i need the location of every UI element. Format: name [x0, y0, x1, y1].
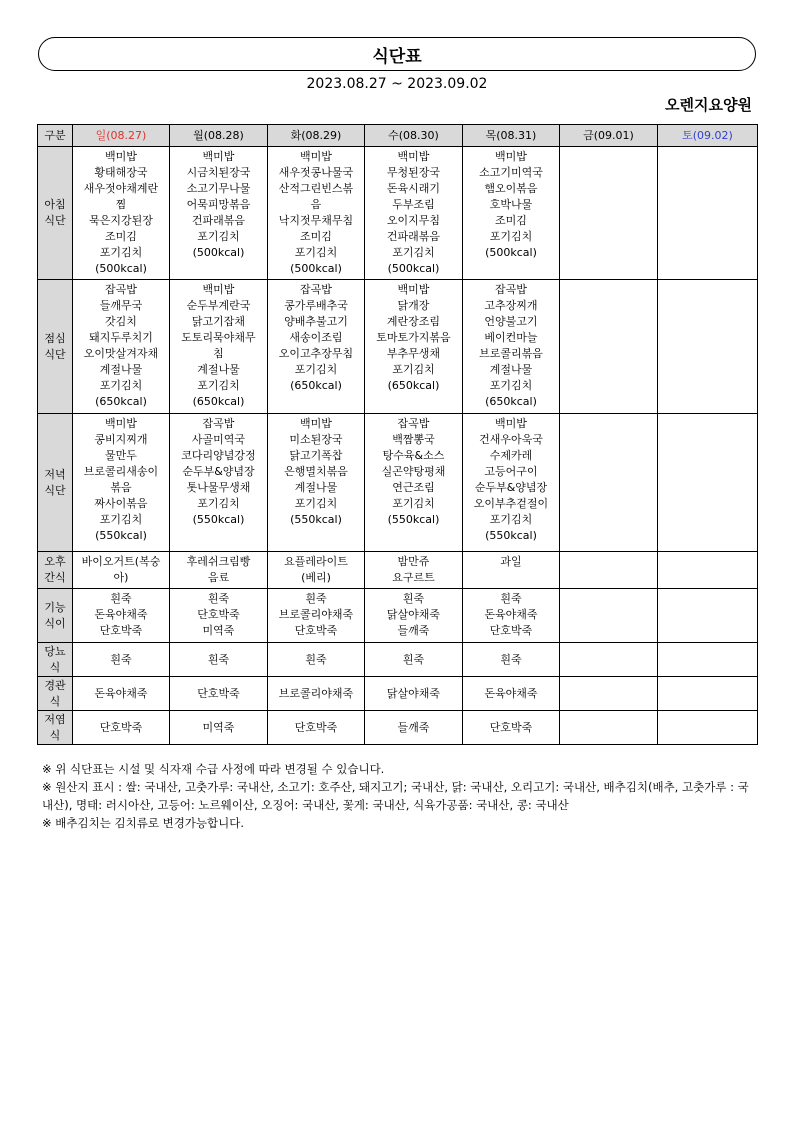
- menu-item: 베이컨마늘: [484, 331, 538, 344]
- meal-label: [38, 414, 73, 552]
- menu-item: 흰죽: [500, 592, 522, 605]
- meal-label-line: 식: [49, 694, 61, 708]
- menu-item: 브로콜리새송이: [83, 465, 159, 478]
- menu-item: 포기김치: [99, 513, 143, 526]
- menu-item: 단호박죽: [489, 624, 533, 637]
- menu-item: 포기김치: [197, 379, 240, 392]
- menu-item: 소고기무나물: [186, 182, 251, 195]
- date-range: 2023.08.27 ~ 2023.09.02: [306, 76, 488, 92]
- menu-item: 포기김치: [294, 497, 338, 510]
- meal-label: [38, 589, 73, 643]
- menu-item: 백짬뽕국: [392, 433, 435, 446]
- menu-item: 바이오거트(복숭: [81, 555, 161, 568]
- menu-item: 닭살야채죽: [386, 608, 441, 621]
- menu-item: 돈육야채죽: [94, 608, 148, 621]
- menu-item: 음: [310, 198, 322, 211]
- menu-item: 언양불고기: [484, 315, 538, 328]
- menu-cell: [365, 147, 463, 280]
- menu-cell: [170, 552, 268, 589]
- menu-item: 호박나물: [489, 198, 533, 211]
- menu-cell: [560, 643, 658, 677]
- menu-item: 포기김치: [197, 497, 240, 510]
- meal-label: [38, 711, 73, 745]
- menu-item: 계절나물: [489, 363, 533, 376]
- menu-item: 백미밥: [300, 150, 332, 163]
- day-header: 수(08.30): [365, 125, 463, 147]
- meal-row: [38, 677, 758, 711]
- menu-cell: [170, 643, 268, 677]
- menu-item: (650kcal): [290, 379, 342, 392]
- menu-item: 흰죽: [110, 652, 132, 666]
- menu-item: 찜: [115, 198, 127, 211]
- menu-item: 포기김치: [99, 379, 143, 392]
- menu-cell: [365, 677, 463, 711]
- meal-label-line: 경관: [44, 678, 66, 692]
- menu-cell: [658, 280, 758, 414]
- menu-item: 실곤약탕평채: [381, 465, 446, 478]
- menu-item: 백미밥: [495, 417, 527, 430]
- menu-item: 시금치된장국: [186, 166, 251, 179]
- menu-cell: [560, 711, 658, 745]
- menu-cell: [560, 414, 658, 552]
- menu-item: 포기김치: [392, 497, 435, 510]
- meal-label-line: 오후: [44, 555, 66, 568]
- note-line: ※ 원산지 표시 : 쌀: 국내산, 고춧가루: 국내산, 소고기: 호주산, 돼지고기; 국내산, 닭: 국내산, 오리고기: 국내산, 배추김치(배추, 고춧가루 : 국내산), 명태: 러시아산, 고등어: 노르웨이산, 오징어: 국내산, 꽃게: 국내산, 식육가공품: 국내산, 콩: 국내산: [42, 780, 749, 812]
- menu-item: 수제카레: [489, 449, 533, 462]
- menu-item: 탕수육&소스: [382, 449, 445, 462]
- menu-item: 오이맛살겨자채: [83, 347, 159, 360]
- weekly-menu-table: [37, 124, 758, 745]
- menu-cell: [73, 677, 170, 711]
- menu-item: (550kcal): [290, 513, 342, 526]
- menu-cell: [268, 643, 365, 677]
- menu-item: 잡곡밥: [202, 417, 235, 430]
- menu-item: 돼지두루치기: [89, 331, 153, 344]
- menu-item: 포기김치: [294, 363, 338, 376]
- menu-item: 브로콜리볶음: [479, 347, 543, 360]
- menu-item: 요플레라이트: [284, 555, 348, 568]
- menu-item: 미역죽: [202, 720, 235, 734]
- menu-item: 흰죽: [110, 592, 132, 605]
- menu-cell: [73, 589, 170, 643]
- menu-item: 사골미역국: [191, 433, 246, 446]
- menu-item: 햄오이볶음: [484, 182, 538, 195]
- menu-cell: [463, 280, 560, 414]
- menu-item: 닭고기폭찹: [289, 449, 343, 462]
- meal-label: [38, 147, 73, 280]
- menu-body: [38, 147, 758, 745]
- menu-item: 백미밥: [105, 150, 137, 163]
- menu-item: (650kcal): [387, 379, 440, 392]
- menu-item: 돈육시래기: [386, 182, 441, 195]
- menu-item: (500kcal): [485, 246, 537, 259]
- meal-row: [38, 711, 758, 745]
- menu-item: 백미밥: [202, 283, 235, 296]
- meal-label-line: 기능: [44, 600, 66, 614]
- menu-item: (500kcal): [290, 262, 342, 275]
- day-header: 토(09.02): [658, 125, 758, 147]
- menu-item: 계절나물: [197, 363, 240, 376]
- menu-item: 흰죽: [207, 592, 230, 605]
- menu-item: 포기김치: [489, 230, 533, 243]
- menu-item: 단호박죽: [294, 720, 338, 734]
- menu-item: 흰죽: [500, 652, 522, 666]
- menu-item: 계절나물: [294, 481, 338, 494]
- menu-item: 산적그린빈스볶: [278, 182, 354, 195]
- menu-item: 짜사이볶음: [94, 497, 148, 510]
- menu-cell: [73, 414, 170, 552]
- menu-item: 콩가루배추국: [284, 299, 348, 312]
- menu-item: 양배추불고기: [284, 315, 348, 328]
- menu-cell: [560, 280, 658, 414]
- menu-cell: [73, 643, 170, 677]
- menu-cell: [463, 414, 560, 552]
- meal-label: [38, 643, 73, 677]
- menu-item: 무청된장국: [386, 166, 441, 179]
- menu-item: 새우젓야채계란: [83, 182, 159, 195]
- menu-cell: [170, 414, 268, 552]
- menu-cell: [658, 677, 758, 711]
- menu-item: 미역죽: [202, 624, 235, 637]
- menu-item: 잡곡밥: [397, 417, 430, 430]
- meal-row: [38, 280, 758, 414]
- menu-item: 물만두: [105, 449, 137, 462]
- menu-cell: [170, 147, 268, 280]
- menu-item: (500kcal): [387, 262, 440, 275]
- menu-cell: [463, 589, 560, 643]
- menu-item: 어묵피망볶음: [186, 198, 251, 211]
- menu-item: 단호박죽: [197, 608, 240, 621]
- menu-cell: [268, 280, 365, 414]
- meal-row: [38, 414, 758, 552]
- day-header: 목(08.31): [463, 125, 560, 147]
- menu-item: 단호박죽: [197, 686, 240, 700]
- menu-item: 흰죽: [305, 592, 327, 605]
- menu-item: 침: [213, 347, 224, 360]
- page-title: 식단표: [372, 46, 422, 67]
- menu-item: 포기김치: [294, 246, 338, 259]
- meal-row: [38, 589, 758, 643]
- menu-item: 순두부&양념장: [474, 481, 548, 494]
- menu-cell: [560, 677, 658, 711]
- menu-item: 닭고기잡채: [191, 315, 246, 328]
- menu-item: 황태해장국: [94, 166, 148, 179]
- menu-item: 백미밥: [397, 283, 430, 296]
- meal-row: [38, 147, 758, 280]
- meal-label-line: 점심: [44, 331, 66, 345]
- menu-item: 잡곡밥: [300, 283, 332, 296]
- meal-label-line: 식단: [44, 214, 66, 227]
- menu-item: (550kcal): [387, 513, 440, 526]
- notes: [42, 760, 752, 832]
- menu-cell: [268, 414, 365, 552]
- menu-item: 콩비지찌개: [94, 433, 148, 446]
- menu-item: 조미김: [105, 230, 137, 243]
- menu-item: 단호박죽: [294, 624, 338, 637]
- menu-item: 흰죽: [207, 652, 230, 666]
- menu-item: 흰죽: [402, 592, 425, 605]
- meal-label-line: 식: [49, 660, 61, 674]
- menu-item: 고추장찌개: [484, 299, 538, 312]
- menu-item: 닭살야채죽: [386, 686, 441, 700]
- menu-item: 브로콜리야채죽: [278, 608, 354, 621]
- menu-cell: [560, 552, 658, 589]
- menu-item: 계란장조림: [386, 315, 441, 328]
- menu-cell: [73, 552, 170, 589]
- menu-cell: [365, 711, 463, 745]
- menu-item: 돈육야채죽: [94, 686, 148, 700]
- menu-item: 순두부계란국: [186, 299, 251, 312]
- menu-title-box: [38, 37, 756, 71]
- menu-cell: [170, 589, 268, 643]
- menu-item: 잡곡밥: [105, 283, 137, 296]
- menu-item: 백미밥: [495, 150, 527, 163]
- meal-label-line: 아침: [44, 198, 66, 211]
- menu-cell: [658, 552, 758, 589]
- menu-item: 갓김치: [105, 315, 137, 328]
- menu-item: 백미밥: [202, 150, 235, 163]
- menu-item: 요구르트: [392, 571, 435, 584]
- menu-item: 흰죽: [305, 652, 327, 666]
- day-header: 일(08.27): [73, 125, 170, 147]
- menu-item: 들깨무국: [99, 299, 143, 312]
- day-header: 월(08.28): [170, 125, 268, 147]
- menu-item: 음료: [207, 571, 230, 584]
- menu-cell: [365, 414, 463, 552]
- menu-item: 흰죽: [402, 652, 425, 666]
- menu-item: 과일: [500, 555, 522, 568]
- meal-label-line: 당뇨: [44, 644, 66, 658]
- menu-cell: [73, 147, 170, 280]
- menu-cell: [658, 643, 758, 677]
- menu-item: (550kcal): [95, 529, 147, 542]
- day-header: 화(08.29): [268, 125, 365, 147]
- menu-cell: [658, 711, 758, 745]
- menu-cell: [268, 711, 365, 745]
- menu-cell: [463, 643, 560, 677]
- meal-row: [38, 552, 758, 589]
- menu-item: (500kcal): [95, 262, 147, 275]
- menu-item: 코다리양념강정: [181, 449, 256, 462]
- day-header: 금(09.01): [560, 125, 658, 147]
- meal-label: [38, 552, 73, 589]
- menu-cell: [560, 147, 658, 280]
- menu-cell: [268, 147, 365, 280]
- menu-cell: [463, 677, 560, 711]
- menu-item: 포기김치: [392, 363, 435, 376]
- menu-item: 포기김치: [489, 513, 533, 526]
- menu-item: (550kcal): [192, 513, 245, 526]
- meal-label-line: 식: [49, 728, 61, 742]
- menu-item: (500kcal): [192, 246, 245, 259]
- menu-cell: [170, 677, 268, 711]
- menu-item: 소고기미역국: [479, 166, 543, 179]
- menu-cell: [560, 589, 658, 643]
- menu-item: 백미밥: [397, 150, 430, 163]
- menu-item: 묵은지강된장: [89, 214, 153, 227]
- menu-item: 새송이조림: [289, 331, 343, 344]
- menu-item: 백미밥: [300, 417, 332, 430]
- menu-item: (650kcal): [95, 395, 147, 408]
- menu-cell: [658, 589, 758, 643]
- menu-item: 오이고추장무침: [278, 347, 354, 360]
- menu-item: 밤만쥬: [397, 555, 430, 568]
- menu-item: 건새우아욱국: [479, 433, 543, 446]
- menu-item: 부추무생채: [386, 347, 441, 360]
- menu-item: 조미김: [495, 214, 527, 227]
- menu-cell: [268, 589, 365, 643]
- menu-item: 은행멸치볶음: [284, 465, 348, 478]
- menu-item: 단호박죽: [99, 720, 143, 734]
- menu-item: 아): [113, 571, 129, 584]
- menu-item: (550kcal): [485, 529, 537, 542]
- menu-cell: [268, 552, 365, 589]
- menu-cell: [365, 280, 463, 414]
- menu-item: 볶음: [110, 481, 132, 494]
- meal-label-line: 식단: [44, 347, 66, 361]
- menu-item: 포기김치: [392, 246, 435, 259]
- menu-cell: [365, 643, 463, 677]
- menu-item: 브로콜리야채죽: [278, 686, 354, 700]
- menu-item: 건파래볶음: [386, 230, 441, 243]
- corner-header: 구분: [38, 125, 73, 147]
- menu-item: 들깨죽: [397, 720, 430, 734]
- menu-item: 들깨죽: [397, 624, 430, 637]
- meal-label-line: 저녁: [44, 467, 66, 481]
- menu-cell: [658, 414, 758, 552]
- menu-item: 도토리묵야채무: [181, 331, 256, 344]
- menu-cell: [170, 711, 268, 745]
- menu-item: 두부조림: [392, 198, 435, 211]
- menu-item: 토마토가지볶음: [376, 331, 451, 344]
- menu-item: 건파래볶음: [191, 214, 246, 227]
- menu-item: 포기김치: [489, 379, 533, 392]
- menu-item: 미소된장국: [289, 433, 343, 446]
- menu-item: 오이지무침: [386, 214, 441, 227]
- meal-row: [38, 643, 758, 677]
- note-line: ※ 위 식단표는 시설 및 식자재 수급 사정에 따라 변경될 수 있습니다.: [42, 762, 385, 776]
- menu-item: 순두부&양념장: [182, 465, 255, 478]
- menu-item: 잡곡밥: [495, 283, 527, 296]
- menu-cell: [365, 552, 463, 589]
- menu-item: (650kcal): [485, 395, 537, 408]
- menu-item: 단호박죽: [489, 720, 533, 734]
- menu-cell: [658, 147, 758, 280]
- menu-cell: [463, 147, 560, 280]
- menu-cell: [170, 280, 268, 414]
- menu-item: 돈육야채죽: [484, 608, 538, 621]
- menu-item: 연근조림: [392, 481, 435, 494]
- meal-label-line: 식이: [44, 616, 66, 630]
- menu-cell: [365, 589, 463, 643]
- menu-item: 단호박죽: [99, 624, 143, 637]
- menu-item: 포기김치: [197, 230, 240, 243]
- menu-cell: [268, 677, 365, 711]
- menu-item: 포기김치: [99, 246, 143, 259]
- menu-item: 백미밥: [105, 417, 137, 430]
- menu-item: 계절나물: [99, 363, 143, 376]
- menu-item: 새우젓콩나물국: [278, 166, 354, 179]
- menu-cell: [463, 552, 560, 589]
- menu-item: (650kcal): [192, 395, 245, 408]
- menu-cell: [463, 711, 560, 745]
- menu-item: 돈육야채죽: [484, 686, 538, 700]
- menu-item: 톳나물무생채: [186, 481, 251, 494]
- organization-name: 오렌지요양원: [665, 96, 752, 114]
- meal-label-line: 간식: [44, 571, 66, 584]
- menu-cell: [73, 711, 170, 745]
- menu-item: 고등어구이: [484, 465, 538, 478]
- menu-item: 조미김: [300, 230, 332, 243]
- meal-label: [38, 280, 73, 414]
- note-line: ※ 배추김치는 김치류로 변경가능합니다.: [42, 816, 244, 830]
- header-row: [38, 125, 758, 147]
- meal-label-line: 저염: [44, 712, 66, 726]
- menu-item: 후레쉬크림빵: [186, 555, 251, 568]
- menu-item: 닭개장: [397, 299, 430, 312]
- meal-label: [38, 677, 73, 711]
- menu-item: 낙지젓무채무침: [278, 214, 354, 227]
- meal-label-line: 식단: [44, 483, 66, 497]
- menu-item: (베리): [301, 571, 331, 584]
- menu-cell: [73, 280, 170, 414]
- menu-item: 오이부추겉절이: [473, 497, 549, 510]
